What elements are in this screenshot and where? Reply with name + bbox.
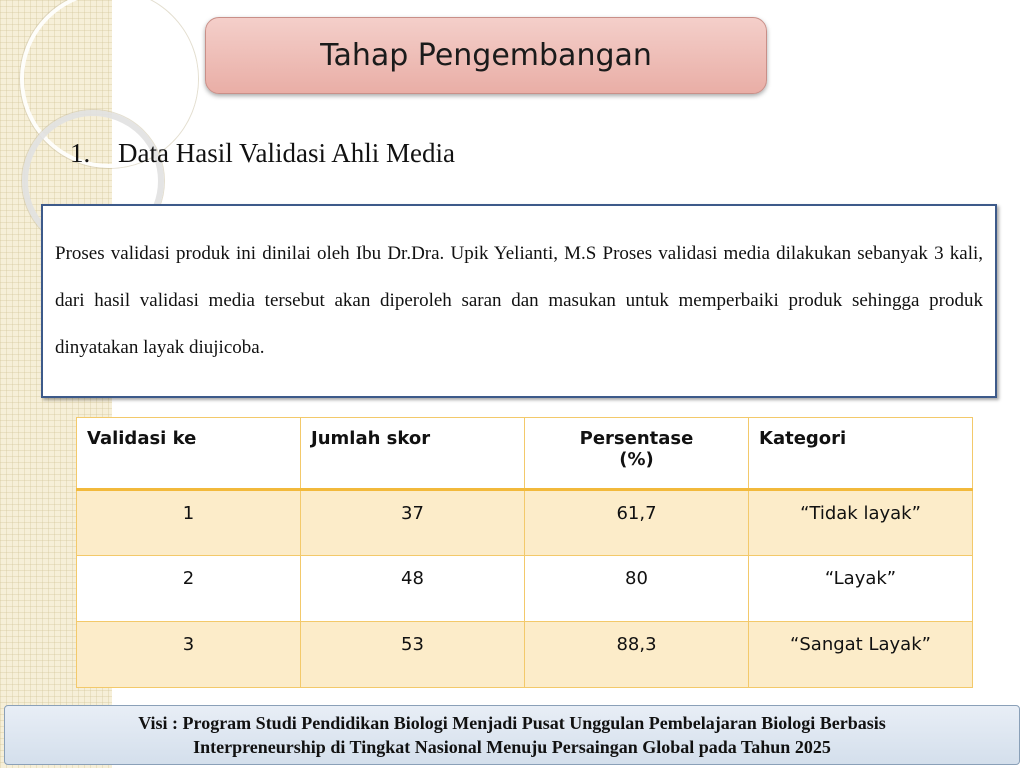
- footer-vision-box: [4, 705, 1020, 765]
- cell-skor: 37: [301, 490, 525, 556]
- section-heading: [70, 138, 455, 169]
- footer-text: [138, 711, 886, 759]
- cell-validasi: 2: [77, 556, 301, 622]
- cell-kategori: “Tidak layak”: [749, 490, 973, 556]
- cell-persentase: 61,7: [525, 490, 749, 556]
- cell-kategori: “Layak”: [749, 556, 973, 622]
- slide-title-box: [205, 17, 767, 94]
- cell-validasi: 3: [77, 622, 301, 688]
- table-row: [77, 556, 973, 622]
- heading-text: Data Hasil Validasi Ahli Media: [118, 138, 455, 168]
- validation-table: [76, 417, 973, 688]
- table-header-row: [77, 418, 973, 490]
- heading-number: 1.: [70, 138, 91, 168]
- header-persentase: Persentase (%): [525, 418, 749, 490]
- cell-persentase: 80: [525, 556, 749, 622]
- cell-skor: 48: [301, 556, 525, 622]
- table-row: [77, 622, 973, 688]
- cell-persentase: 88,3: [525, 622, 749, 688]
- cell-validasi: 1: [77, 490, 301, 556]
- slide-title: Tahap Pengembangan: [320, 38, 652, 73]
- header-jumlah-skor: Jumlah skor: [301, 418, 525, 490]
- cell-skor: 53: [301, 622, 525, 688]
- footer-line-2: Interpreneurship di Tingkat Nasional Menuju Persaingan Global pada Tahun 2025: [193, 737, 831, 757]
- description-box: [41, 204, 997, 398]
- header-validasi-ke: Validasi ke: [77, 418, 301, 490]
- description-text: Proses validasi produk ini dinilai oleh Ibu Dr.Dra. Upik Yelianti, M.S Proses validasi media dilakukan sebanyak 3 kali, dari hasil validasi media tersebut akan diperoleh saran dan masukan untuk memperbaiki produk sehingga produk dinyatakan layak diujicoba.: [55, 243, 983, 358]
- table-row: [77, 490, 973, 556]
- header-kategori: Kategori: [749, 418, 973, 490]
- cell-kategori: “Sangat Layak”: [749, 622, 973, 688]
- footer-line-1: Visi : Program Studi Pendidikan Biologi Menjadi Pusat Unggulan Pembelajaran Biologi Berbasis: [138, 713, 886, 733]
